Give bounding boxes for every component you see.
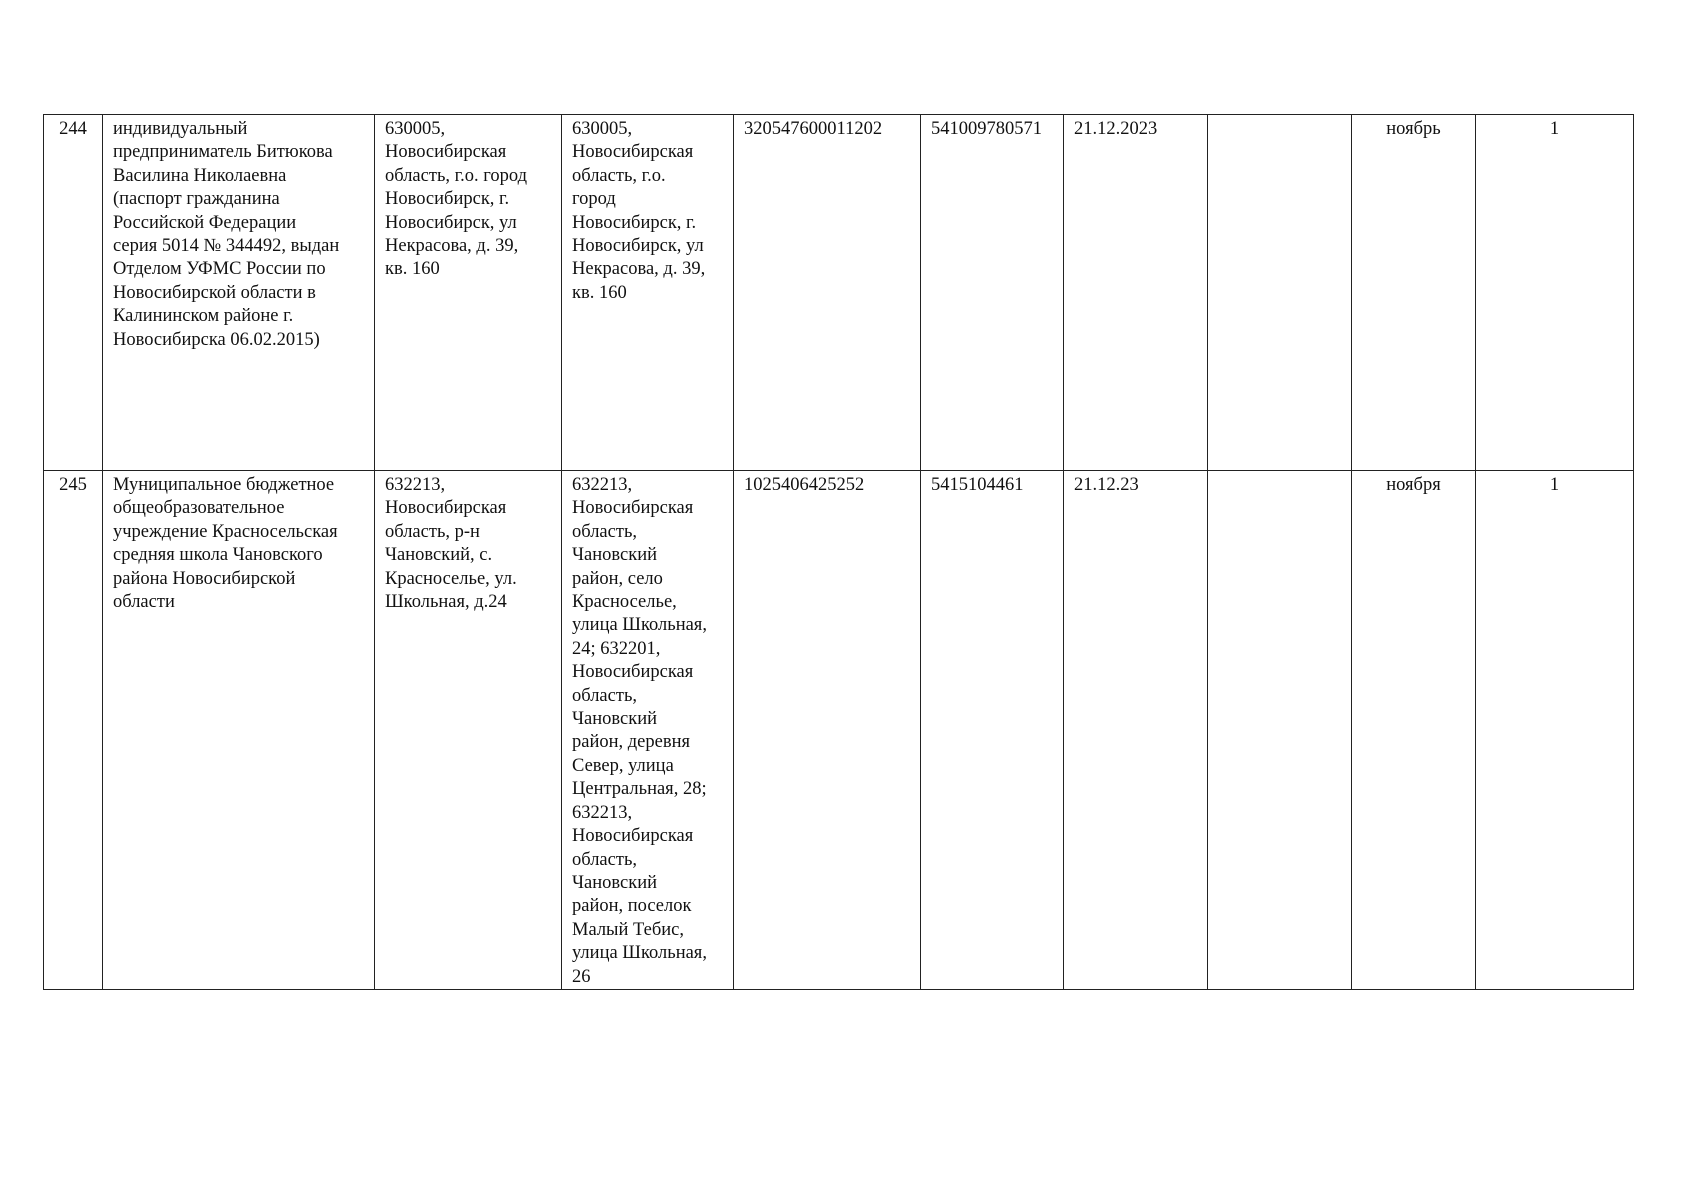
activity-address-cell: 632213, Новосибирская область, Чановский район, село Красноселье, улица Школьная, 24; 632201, Новосибирская область, Чановский район, деревня Север, улица Центральная, 28; 632213, Новосибирская область, Чановский район, поселок Малый Тебис, улица Школьная, 26	[562, 471, 734, 990]
registry-table	[43, 114, 1634, 990]
inn-cell: 541009780571	[921, 115, 1064, 471]
inn-cell: 5415104461	[921, 471, 1064, 990]
ogrn-cell: 320547600011202	[734, 115, 921, 471]
date-cell: 21.12.23	[1064, 471, 1208, 990]
table-row	[44, 115, 1634, 471]
count-cell: 1	[1476, 115, 1634, 471]
row-number-cell: 245	[44, 471, 103, 990]
table-row	[44, 471, 1634, 990]
empty-cell	[1208, 471, 1352, 990]
month-cell: ноябрь	[1352, 115, 1476, 471]
activity-address-cell: 630005, Новосибирская область, г.о. город Новосибирск, г. Новосибирск, ул Некрасова, д. 39, кв. 160	[562, 115, 734, 471]
organization-name-cell: индивидуальный предприниматель Битюкова Василина Николаевна (паспорт гражданина Российской Федерации серия 5014 № 344492, выдан Отделом УФМС России по Новосибирской области в Калининском районе г. Новосибирска 06.02.2015)	[103, 115, 375, 471]
legal-address-cell: 632213, Новосибирская область, р-н Чановский, с. Красноселье, ул. Школьная, д.24	[375, 471, 562, 990]
month-cell: ноября	[1352, 471, 1476, 990]
ogrn-cell: 1025406425252	[734, 471, 921, 990]
date-cell: 21.12.2023	[1064, 115, 1208, 471]
organization-name-cell: Муниципальное бюджетное общеобразовательное учреждение Красносельская средняя школа Чановского района Новосибирской области	[103, 471, 375, 990]
legal-address-cell: 630005, Новосибирская область, г.о. город Новосибирск, г. Новосибирск, ул Некрасова, д. 39, кв. 160	[375, 115, 562, 471]
count-cell: 1	[1476, 471, 1634, 990]
row-number-cell: 244	[44, 115, 103, 471]
empty-cell	[1208, 115, 1352, 471]
